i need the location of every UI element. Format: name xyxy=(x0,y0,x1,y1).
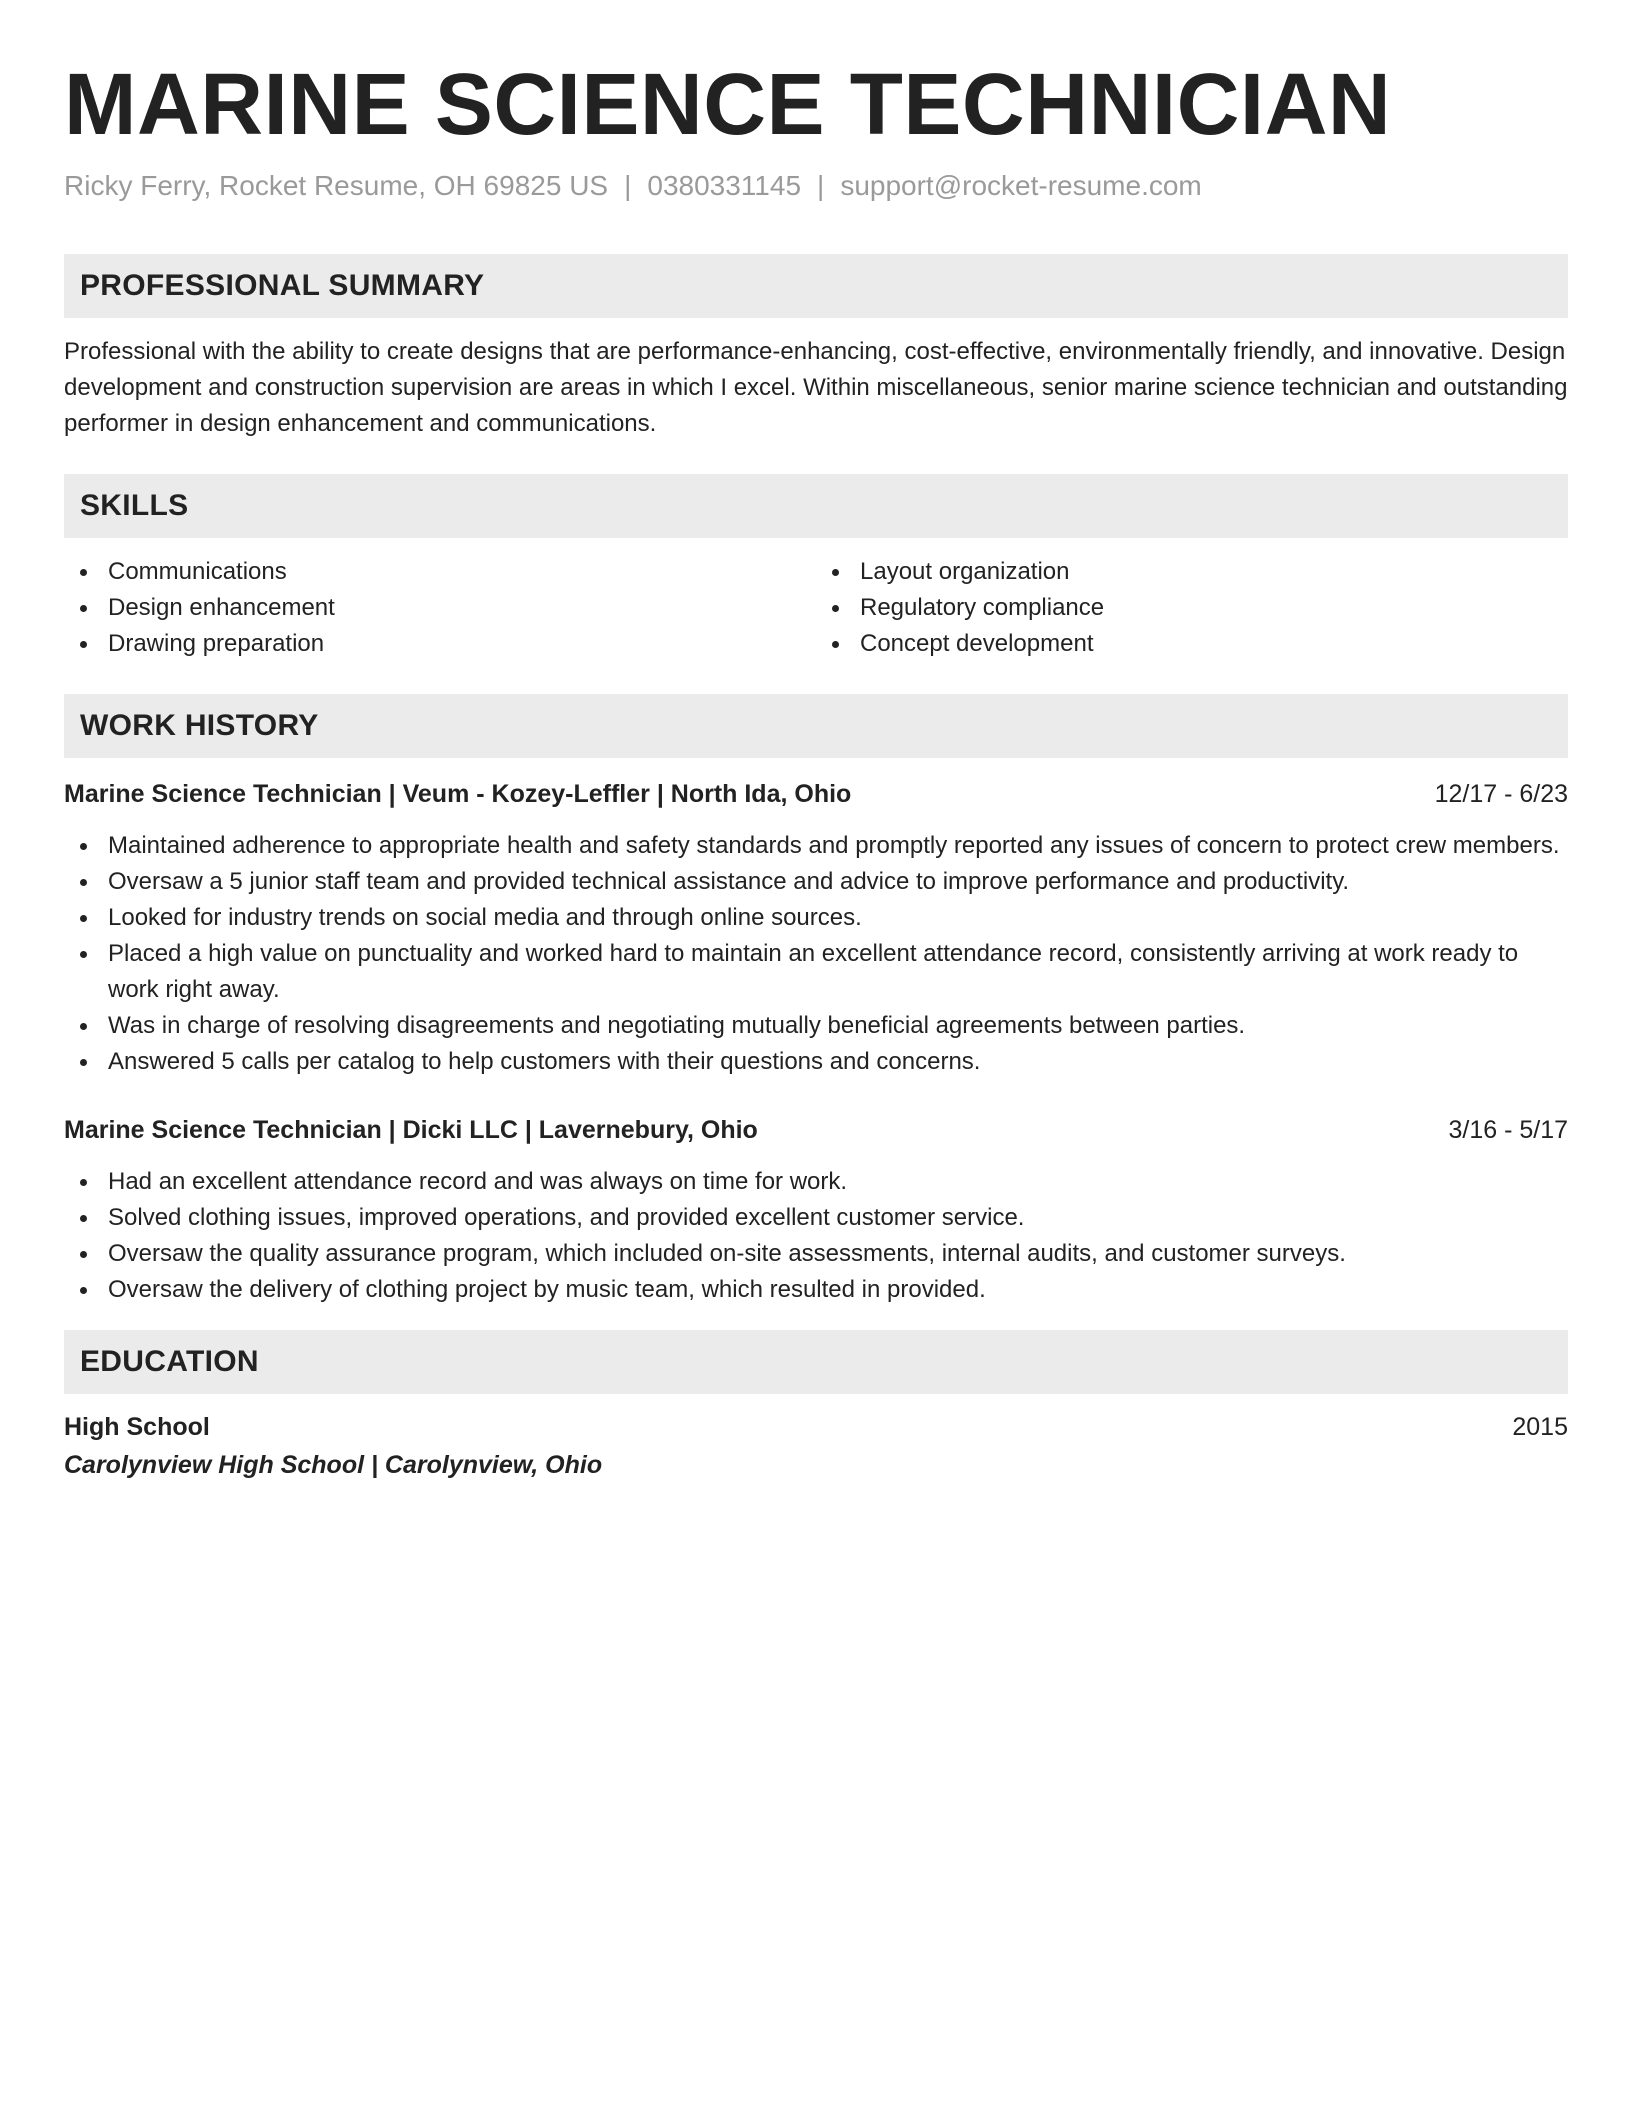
section-heading-summary: PROFESSIONAL SUMMARY xyxy=(64,254,1568,318)
job-bullet: Placed a high value on punctuality and worked hard to maintain an excellent attendance record, consistently arriving at work ready to work right away. xyxy=(64,936,1568,1008)
education-school: Carolynview High School | Carolynview, Ohio xyxy=(64,1451,603,1479)
contact-address: Ricky Ferry, Rocket Resume, OH 69825 US xyxy=(64,170,609,201)
job-entry xyxy=(64,776,1568,1080)
resume-title: MARINE SCIENCE TECHNICIAN xyxy=(64,56,1392,153)
skill-item: Layout organization xyxy=(860,554,1568,590)
skills-list xyxy=(64,554,1568,662)
job-bullet: Oversaw a 5 junior staff team and provided technical assistance and advice to improve performance and productivity. xyxy=(64,864,1568,900)
job-entry xyxy=(64,1112,1568,1308)
summary-text: Professional with the ability to create designs that are performance-enhancing, cost-effective, environmentally friendly, and innovative. Design development and construction supervision are areas in which I excel. Within miscellaneous, senior marine science technician and outstanding performer in design enhancement and communications. xyxy=(64,338,1568,437)
education-entry xyxy=(64,1408,1568,1484)
job-bullet-list xyxy=(64,828,1568,1080)
section-heading-work-history: WORK HISTORY xyxy=(64,694,1568,758)
job-title: Marine Science Technician | Veum - Kozey-Leffler | North Ida, Ohio xyxy=(64,780,852,808)
job-bullet: Had an excellent attendance record and was always on time for work. xyxy=(64,1164,1568,1200)
job-bullet: Solved clothing issues, improved operations, and provided excellent customer service. xyxy=(64,1200,1568,1236)
job-header xyxy=(64,1112,1568,1148)
job-bullet: Answered 5 calls per catalog to help customers with their questions and concerns. xyxy=(64,1044,1568,1080)
skill-item: Concept development xyxy=(860,626,1568,662)
contact-separator: | xyxy=(624,170,632,201)
skills-column-left xyxy=(64,554,816,662)
job-title: Marine Science Technician | Dicki LLC | Lavernebury, Ohio xyxy=(64,1116,758,1144)
contact-separator: | xyxy=(817,170,825,201)
skill-item: Communications xyxy=(108,554,816,590)
contact-email[interactable]: support@rocket-resume.com xyxy=(840,170,1202,201)
job-bullet: Oversaw the delivery of clothing project by music team, which resulted in provided. xyxy=(64,1272,1568,1308)
education-year: 2015 xyxy=(1512,1413,1568,1441)
skill-item: Drawing preparation xyxy=(108,626,816,662)
contact-phone: 0380331145 xyxy=(647,170,802,201)
job-bullet: Looked for industry trends on social media and through online sources. xyxy=(64,900,1568,936)
section-heading-skills: SKILLS xyxy=(64,474,1568,538)
job-dates: 12/17 - 6/23 xyxy=(1434,780,1568,808)
job-bullet: Oversaw the quality assurance program, which included on-site assessments, internal audits, and customer surveys. xyxy=(64,1236,1568,1272)
contact-line xyxy=(64,168,1568,204)
job-dates: 3/16 - 5/17 xyxy=(1448,1116,1568,1144)
education-header xyxy=(64,1408,1568,1446)
section-heading-education: EDUCATION xyxy=(64,1330,1568,1394)
job-bullet: Maintained adherence to appropriate health and safety standards and promptly reported any issues of concern to protect crew members. xyxy=(64,828,1568,864)
education-degree: High School xyxy=(64,1413,210,1441)
skill-item: Regulatory compliance xyxy=(860,590,1568,626)
job-bullet-list xyxy=(64,1164,1568,1308)
skill-item: Design enhancement xyxy=(108,590,816,626)
job-header xyxy=(64,776,1568,812)
job-bullet: Was in charge of resolving disagreements and negotiating mutually beneficial agreements between parties. xyxy=(64,1008,1568,1044)
skills-column-right xyxy=(816,554,1568,662)
